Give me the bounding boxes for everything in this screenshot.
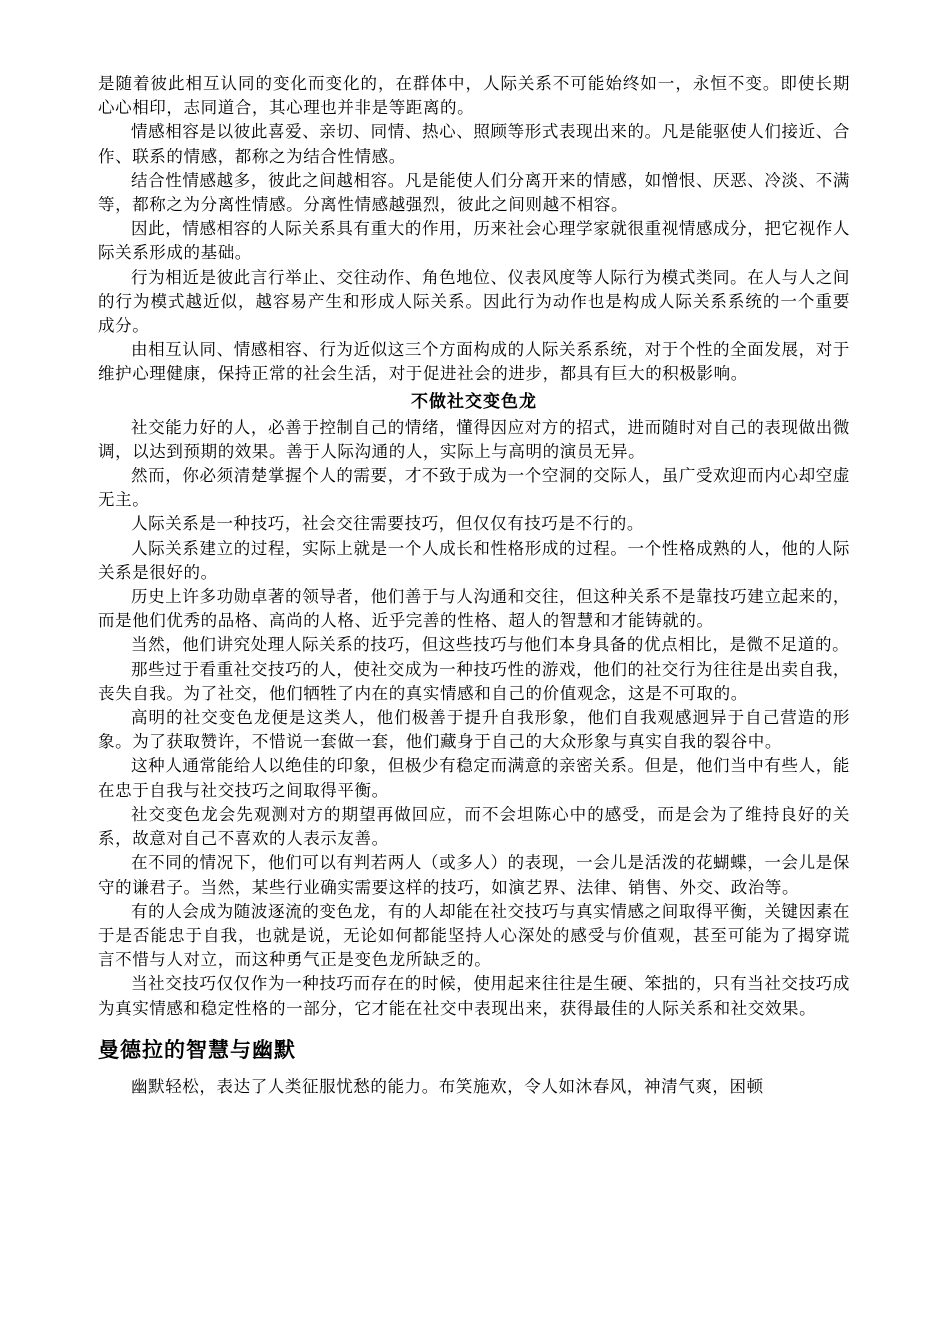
paragraph: 那些过于看重社交技巧的人，使社交成为一种技巧性的游戏，他们的社交行为往往是出卖自我，丧失自我。为了社交，他们牺牲了内在的真实情感和自己的价值观念，这是不可取的。 — [98, 659, 850, 703]
paragraph: 在不同的情况下，他们可以有判若两人（或多人）的表现，一会儿是活泼的花蝴蝶，一会儿是保守的谦君子。当然，某些行业确实需要这样的技巧，如演艺界、法律、销售、外交、政治等。 — [98, 853, 850, 897]
paragraph: 这种人通常能给人以绝佳的印象，但极少有稳定而满意的亲密关系。但是，他们当中有些人，能在忠于自我与社交技巧之间取得平衡。 — [98, 756, 850, 800]
paragraph: 当社交技巧仅仅作为一种技巧而存在的时候，使用起来往往是生硬、笨拙的，只有当社交技巧成为真实情感和稳定性格的一部分，它才能在社交中表现出来，获得最佳的人际关系和社交效果。 — [98, 974, 850, 1018]
paragraph: 人际关系建立的过程，实际上就是一个人成长和性格形成的过程。一个性格成熟的人，他的人际关系是很好的。 — [98, 538, 850, 582]
paragraph: 社交变色龙会先观测对方的期望再做回应，而不会坦陈心中的感受，而是会为了维持良好的关系，故意对自己不喜欢的人表示友善。 — [98, 804, 850, 849]
paragraph: 然而，你必须清楚掌握个人的需要，才不致于成为一个空洞的交际人，虽广受欢迎而内心却空虚无主。 — [98, 466, 850, 510]
paragraph: 是随着彼此相互认同的变化而变化的，在群体中，人际关系不可能始终如一，永恒不变。即使长期心心相印，志同道合，其心理也并非是等距离的。 — [98, 74, 850, 118]
paragraph: 人际关系是一种技巧，社会交往需要技巧，但仅仅有技巧是不行的。 — [131, 514, 644, 534]
paragraph: 结合性情感越多，彼此之间越相容。凡是能使人们分离开来的情感，如憎恨、厌恶、冷淡、不满等，都称之为分离性情感。分离性情感越强烈，彼此之间则越不相容。 — [98, 170, 850, 215]
paragraph: 高明的社交变色龙便是这类人，他们极善于提升自我形象，他们自我观感迥异于自己营造的形象。为了获取赞许，不惜说一套做一套，他们藏身于自己的大众形象与真实自我的裂谷中。 — [98, 708, 850, 752]
paragraph: 历史上许多功勋卓著的领导者，他们善于与人沟通和交往，但这种关系不是靠技巧建立起来的，而是他们优秀的品格、高尚的人格、近乎完善的性格、超人的智慧和才能铸就的。 — [98, 587, 850, 631]
paragraph: 行为相近是彼此言行举止、交往动作、角色地位、仪表风度等人际行为模式类同。在人与人之间的行为模式越近似，越容易产生和形成人际关系。因此行为动作也是构成人际关系系统的一个重要成分。 — [98, 267, 850, 336]
paragraph: 由相互认同、情感相容、行为近似这三个方面构成的人际关系系统，对于个性的全面发展，对于维护心理健康，保持正常的社会生活，对于促进社会的进步，都具有巨大的积极影响。 — [98, 340, 850, 384]
paragraph: 社交能力好的人，必善于控制自己的情绪，懂得因应对方的招式，进而随时对自己的表现做出微调，以达到预期的效果。善于人际沟通的人，实际上与高明的演员无异。 — [98, 417, 850, 461]
chapter-title: 曼德拉的智慧与幽默 — [98, 1037, 296, 1062]
paragraph: 幽默轻松，表达了人类征服忧愁的能力。布笑施欢，令人如沐春风，神清气爽，困顿 — [131, 1076, 764, 1096]
document-page — [98, 72, 850, 1099]
paragraph: 有的人会成为随波逐流的变色龙，有的人却能在社交技巧与真实情感之间取得平衡，关键因素在于是否能忠于自我，也就是说，无论如何都能坚持人心深处的感受与价值观，甚至可能为了揭穿谎言不惜与人对立，而这种勇气正是变色龙所缺乏的。 — [98, 901, 850, 970]
paragraph: 当然，他们讲究处理人际关系的技巧，但这些技巧与他们本身具备的优点相比，是微不足道的。 — [131, 635, 850, 655]
paragraph: 情感相容是以彼此喜爱、亲切、同情、热心、照顾等形式表现出来的。凡是能驱使人们接近、合作、联系的情感，都称之为结合性情感。 — [98, 122, 850, 166]
section-title: 不做社交变色龙 — [411, 391, 537, 412]
paragraph: 因此，情感相容的人际关系具有重大的作用，历来社会心理学家就很重视情感成分，把它视作人际关系形成的基础。 — [98, 219, 850, 263]
